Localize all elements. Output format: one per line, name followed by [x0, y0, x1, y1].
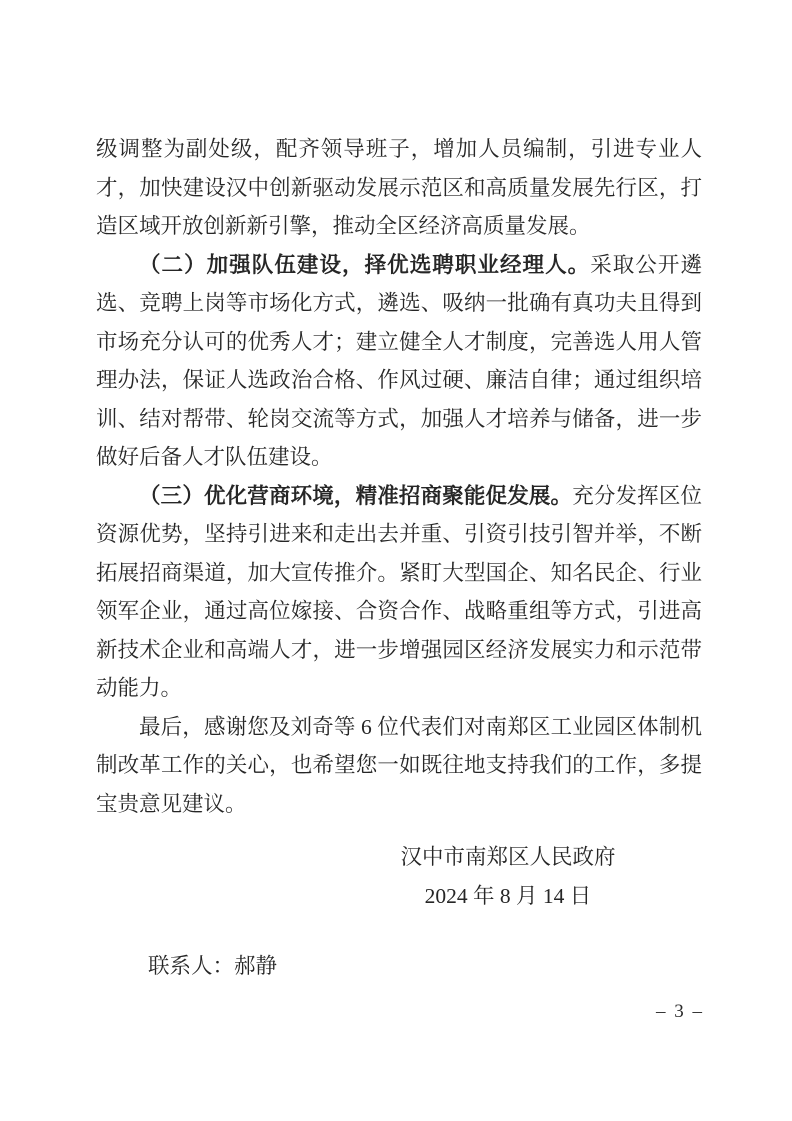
- document-body: [96, 130, 702, 823]
- page-number: – 3 –: [656, 1001, 704, 1022]
- paragraph-heading-segment: （二）加强队伍建设，择优选聘职业经理人。: [139, 252, 591, 277]
- paragraph-heading-segment: （三）优化营商环境，精准招商聚能促发展。: [139, 483, 573, 508]
- paragraph: [96, 708, 702, 824]
- paragraph: [96, 246, 702, 477]
- paragraph-text-segment: 级调整为副处级，配齐领导班子，增加人员编制，引进专业人才，加快建设汉中创新驱动发展示范区和高质量发展先行区，打造区域开放创新新引擎，推动全区经济高质量发展。: [96, 137, 702, 238]
- paragraph-text-segment: 充分发挥区位资源优势，坚持引进来和走出去并重、引资引技引智并举，不断拓展招商渠道，加大宣传推介。紧盯大型国企、知名民企、行业领军企业，通过高位嫁接、合资合作、战略重组等方式，引进高新技术企业和高端人才，进一步增强园区经济发展实力和示范带动能力。: [96, 483, 702, 700]
- paragraph-text-segment: 采取公开遴选、竞聘上岗等市场化方式，遴选、吸纳一批确有真功夫且得到市场充分认可的优秀人才；建立健全人才制度，完善选人用人管理办法，保证人选政治合格、作风过硬、廉洁自律；通过组织培训、结对帮带、轮岗交流等方式，加强人才培养与储备，进一步做好后备人才队伍建设。: [96, 252, 702, 469]
- contact-line: 联系人：郝静: [148, 954, 278, 978]
- signature-date: 2024 年 8 月 14 日: [424, 883, 592, 908]
- paragraph: [96, 130, 702, 246]
- paragraph: [96, 477, 702, 708]
- paragraph-text-segment: 最后，感谢您及刘奇等 6 位代表们对南郑区工业园区体制机制改革工作的关心，也希望您一如既往地支持我们的工作，多提宝贵意见建议。: [96, 714, 702, 816]
- signature-org: 汉中市南郑区人民政府: [400, 845, 616, 869]
- signature-block: [348, 838, 668, 915]
